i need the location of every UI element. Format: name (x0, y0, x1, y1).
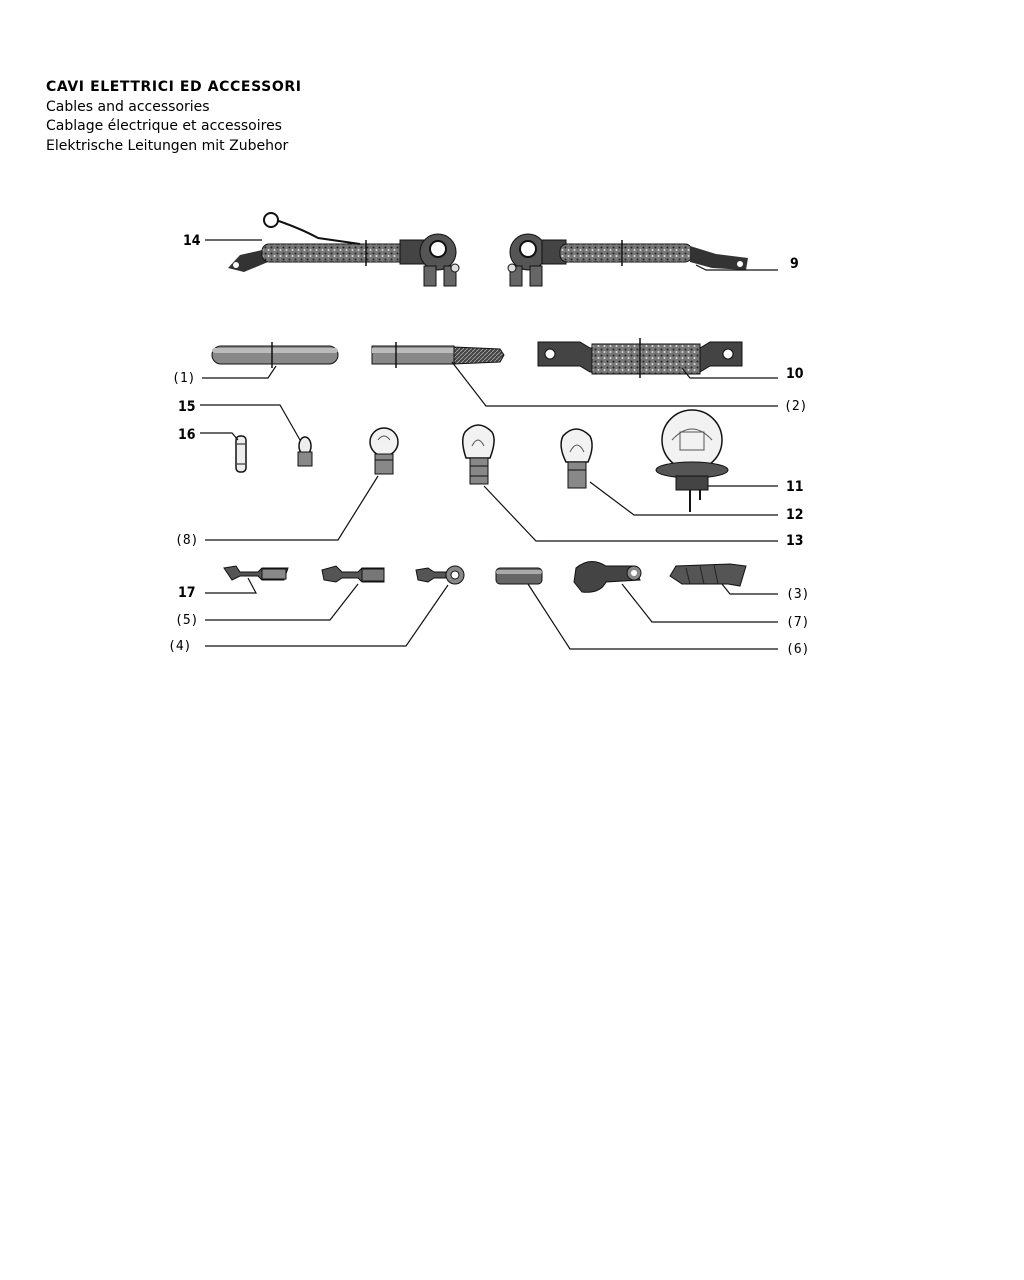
callout-8: (8) (175, 533, 199, 548)
callout-2: (2) (784, 399, 808, 414)
callout-11: 11 (786, 479, 804, 495)
callout-4: (4) (168, 639, 192, 654)
part-12-bulb (561, 429, 592, 488)
callout-5: (5) (175, 613, 199, 628)
part-14-battery-cable (228, 213, 459, 286)
title-english: Cables and accessories (46, 98, 210, 115)
callout-1: (1) (172, 371, 196, 386)
callout-7: (7) (786, 615, 810, 630)
part-17-spade-terminal (224, 566, 288, 580)
part-1-cable-sheath (212, 342, 338, 368)
part-2-stranded-cable (372, 342, 504, 368)
part-4-ring-terminal (416, 566, 464, 584)
part-5-female-terminal (322, 566, 384, 582)
callout-9: 9 (790, 256, 799, 272)
part-15-small-bulb (298, 437, 312, 466)
part-10-ground-strap (538, 338, 742, 378)
callout-17: 17 (178, 585, 196, 601)
callout-3: (3) (786, 587, 810, 602)
callout-6: (6) (786, 642, 810, 657)
part-8-bulb (370, 428, 398, 474)
part-7-plug-cap (574, 561, 641, 592)
title-french: Cablage électrique et accessoires (46, 118, 282, 134)
title-italian: CAVI ELETTRICI ED ACCESSORI (46, 79, 302, 95)
callout-16: 16 (178, 427, 196, 443)
callout-10: 10 (786, 366, 804, 382)
part-13-bulb (463, 425, 494, 484)
callout-15: 15 (178, 399, 196, 415)
callout-14: 14 (183, 233, 201, 249)
part-16-festoon-bulb (236, 436, 246, 472)
part-9-battery-cable (508, 234, 748, 286)
callout-13: 13 (786, 533, 804, 549)
part-11-headlamp-bulb (656, 410, 728, 512)
callout-12: 12 (786, 507, 804, 523)
part-6-sleeve (496, 568, 542, 584)
title-german: Elektrische Leitungen mit Zubehor (46, 137, 289, 154)
part-3-rubber-boot (670, 564, 746, 586)
